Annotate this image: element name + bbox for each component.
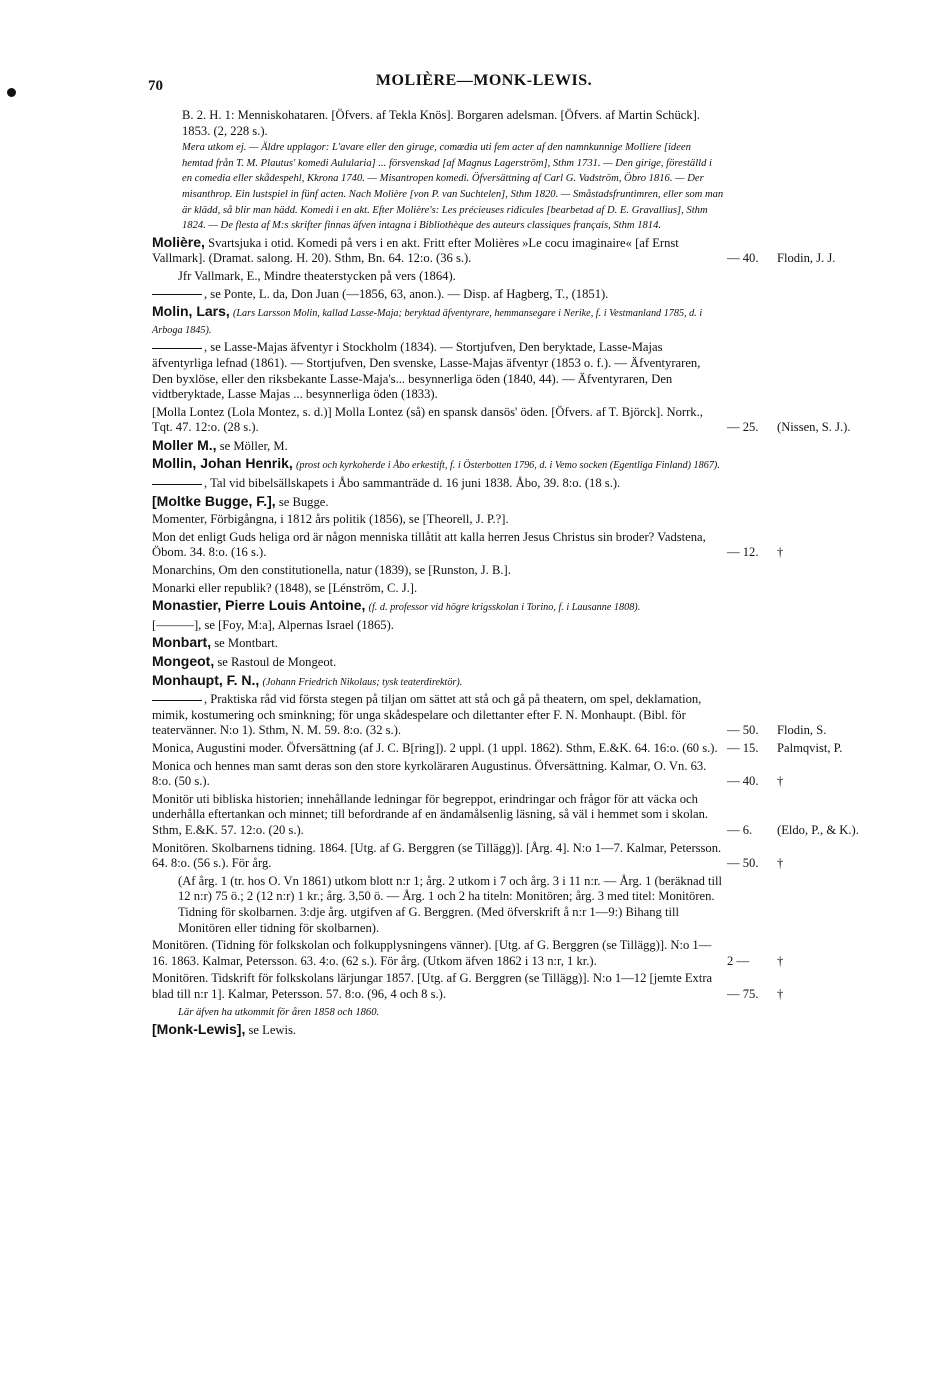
entry-monarchins [152, 563, 912, 579]
entry-publisher: Palmqvist, P. [777, 740, 843, 755]
entry-text: Monitör uti bibliska historien; innehållande ledningar för begreppot, erindringar och frågor för att väcka och underhålla eftertankan och minnet; till befordrande af en ändamålsenlig läsning, så väl i hemmet som i skolan. Sthm, E.&K. 57. 12:o. (20 s.). [152, 791, 709, 837]
entry-text: Monitören. Tidskrift för folkskolans lärjungar 1857. [Utg. af G. Berggren (se Tillägg)]. N:o 1—12 [jemte Extra blad till n:r 1]. Kalmar, Petersson. 57. 8:o. (96, 4 och 8 s.). [152, 971, 713, 1001]
entry-text: Praktiska råd vid första stegen på tiljan om sättet att stå och gå på theatern, om spel, deklamation, mimik, kostumering och sminkning; för unga skådespelare och dilettanter efter F. N. Monhaupt. (Bibl. för teatervänner. N:o 1). Sthm, N. M. 59. 8:o. (32 s.). [152, 692, 702, 738]
entry-head: [Monk-Lewis], [152, 1021, 246, 1038]
entry-price: — 50. [727, 856, 759, 871]
entry-text: Monarchins, Om den constitutionella, natur (1839), se [Runston, J. B.]. [152, 563, 511, 578]
entry-foy [152, 618, 912, 634]
entry-vallmark-ref [152, 269, 912, 285]
entry-bio: (f. d. professor vid högre krigsskolan i Torino, f. i Lausanne 1808). [368, 602, 641, 614]
entry-price: — 25. [727, 420, 759, 435]
entry-monica-hennes [152, 759, 912, 790]
entry-monitoren-folkskolan [152, 938, 912, 969]
entry-publisher: Flodin, J. J. [777, 251, 836, 266]
entry-moller [152, 438, 912, 455]
entry-price: — 40. [727, 774, 759, 789]
entry-monitor [152, 792, 912, 839]
entry-note: Lär äfven ha utkommit för åren 1858 och 1860. [178, 1007, 380, 1019]
entry-text: Monitören. Skolbarnens tidning. 1864. [Utg. af G. Berggren (se Tillägg)]. [Årg. 4]. N:o 1—7. Kalmar, Petersson. 64. 8:o. (56 s.). För årg. [152, 840, 722, 871]
ditto-dash [152, 348, 202, 349]
entry-text: Mon det enligt Guds heliga ord är någon menniska tillåtit att kalla herren Jesus Christus sin broder? Vadstena, Öbom. 34. 8:o. (16 s.). [152, 529, 706, 560]
running-head: MOLIÈRE—MONK-LEWIS. [375, 72, 593, 89]
entry-text: Monica, Augustini moder. Öfversättning (af J. C. B[ring]). 2 uppl. (1 uppl. 1862). Sthm, E.&K. 64. 16:o. (60 s.). [152, 740, 718, 755]
entry-monitoren-note [152, 874, 912, 936]
entry-text: Svartsjuka i otid. Komedi på vers i en akt. Fritt efter Molières »Le cocu imaginaire« [af Ernst Vallmark]. (Dramat. salong. H. 20). Sthm, Bn. 64. 12:o. (36 s.). [152, 235, 679, 266]
entry-price: 2 — [727, 953, 750, 968]
entry-praktiska-rad: , Praktiska råd vid första stegen på tiljan om sättet att stå och gå på theatern, om spel, deklamation, mimik, kostumering och sminkning; för unga skådespelare och dilettanter efter F. N. Monhaupt. (Bibl. för teatervänner. N:o 1). Sthm, N. M. 59. 8:o. (32 s.). — 50. Flodin, S. [152, 692, 912, 739]
entry-bio: (Johann Friedrich Nikolaus; tysk teaterdirektör). [262, 676, 463, 688]
entry-moltke-bugge [152, 494, 912, 511]
entry-publisher: † [777, 953, 784, 968]
entry-head: Monhaupt, F. N., [152, 671, 260, 688]
entry-text: se Bugge. [278, 494, 329, 509]
entry-text: se Ponte, L. da, Don Juan (—1856, 63, anon.). — Disp. af Hagberg, T., (1851). [210, 286, 609, 301]
entry-mon-det [152, 530, 912, 561]
entry-bio: (Lars Larsson Molin, kallad Lasse-Maja; beryktad äfventyrare, hemmansegare i Nerike, f. i Vestmanland 1785, d. i Arboga 1845). [152, 308, 703, 336]
entry-publisher: † [777, 856, 784, 871]
entry-head: Molière, [152, 233, 205, 250]
entry-price: — 6. [727, 822, 753, 837]
entry-monitoren-skolbarnens [152, 841, 912, 872]
entry-publisher: Flodin, S. [777, 723, 827, 738]
entry-moliere-svartsjuka [152, 235, 912, 267]
entry-text: Jfr Vallmark, E., Mindre theaterstycken på vers (1864). [178, 268, 456, 283]
entry-text: se Rastoul de Mongeot. [217, 655, 337, 669]
entry-price: — 40. [727, 251, 759, 266]
entry-text: (Af årg. 1 (tr. hos O. Vn 1861) utkom blott n:r 1; årg. 2 utkom i 7 och årg. 3 i 11 n:r. — Årg. 1 (beräknad till 12 n:r) 75 ö.; 2 (12 n:r) 1 kr.; årg. 3,50 ö. — Årg. 1 och 2 ha titeln: Monitören; årg. 3 med titel: Monitören. Tidning för skolbarnen. 3:dje årg. utgifven af G. Berggren. (Med öfverskrift å n:r 1—9:) Bihang till Monitören eller tidning för skolbarnen). [178, 873, 723, 935]
entry-head: [Moltke Bugge, F.], [152, 492, 276, 509]
entry-mollin-johan [152, 456, 912, 474]
entry-moliere-ponte: , se Ponte, L. da, Don Juan (—1856, 63, anon.). — Disp. af Hagberg, T., (1851). [152, 287, 912, 303]
entry-publisher: (Nissen, S. J.). [777, 420, 851, 435]
entry-molin-works: , se Lasse-Majas äfventyr i Stockholm (1834). — Stortjufven, Den beryktade, Lasse-Majas äfventyrliga lefnad (1861). — Stortjufven, Den svenske, Lasse-Majas äfventyr (1853 o. f.). — Äfventyraren, Den byxlöse, eller den riksbekante Lasse-Maja's... besynnerliga öden (1840, 44). — Äfventyraren, Den vidtberyktade, Lasse Majas ... besynnerliga öden (1833). [152, 340, 701, 402]
ditto-dash [152, 294, 202, 295]
entry-monk-lewis [152, 1022, 912, 1039]
entry-monarki [152, 581, 912, 597]
entry-moliere-works [152, 108, 912, 233]
entry-head: Mollin, Johan Henrik, [152, 455, 293, 472]
ditto-dash [152, 484, 202, 485]
entry-monitoren-footnote [152, 1004, 912, 1020]
page-number: 70 [148, 78, 163, 94]
entry-text: se Lasse-Majas äfventyr i Stockholm (1834). — Stortjufven, Den beryktade, Lasse-Majas äfventyrliga lefnad (1861). — Stortjufven, Den svenske, Lasse-Majas äfventyr (1853 o. f.). — Äfventyraren, Den byxlöse, eller den riksbekante Lasse-Maja's... besynnerliga öden (1840, 44). — Äfventyraren, Den vidtberyktade, Lasse Majas ... besynnerliga öden (1833). [152, 340, 701, 402]
entry-text: B. 2. H. 1: Menniskohataren. [Öfvers. af Tekla Knös]. Borgaren adelsman. [Öfvers. af Martin Schück]. 1853. (2, 228 s.). [182, 108, 701, 138]
entry-monhaupt [152, 673, 912, 691]
entry-monica-moder [152, 741, 912, 757]
entry-price: — 15. [727, 740, 759, 755]
entry-text: Tal vid bibelsällskapets i Åbo sammanträde d. 16 juni 1838. Åbo, 39. 8:o. (18 s.). [210, 476, 621, 491]
entry-mollin-tal: , Tal vid bibelsällskapets i Åbo sammanträde d. 16 juni 1838. Åbo, 39. 8:o. (18 s.). [152, 476, 912, 492]
entry-price: — 12. [727, 545, 759, 560]
entry-text: Monarki eller republik? (1848), se [Lénström, C. J.]. [152, 580, 418, 595]
entry-publisher: † [777, 774, 784, 789]
entry-monastier [152, 598, 912, 616]
entry-publisher: † [777, 986, 784, 1001]
entry-momenter [152, 512, 912, 528]
entry-head: Moller M., [152, 436, 217, 453]
entry-head: Mongeot, [152, 653, 215, 669]
entry-head: Monbart, [152, 634, 212, 651]
entry-text: se Montbart. [214, 636, 278, 651]
entry-publisher: † [777, 545, 784, 560]
ditto-dash [152, 700, 202, 701]
entry-molin-lars [152, 304, 912, 338]
entry-molla-lontez [152, 405, 912, 436]
entry-text: Momenter, Förbigångna, i 1812 års politik (1856), se [Theorell, J. P.?]. [152, 512, 509, 527]
entry-publisher: (Eldo, P., & K.). [777, 822, 859, 837]
catalog-entries [152, 108, 912, 1041]
entry-price: — 50. [727, 723, 759, 738]
entry-head: Monastier, Pierre Louis Antoine, [152, 597, 366, 614]
entry-monbart [152, 635, 912, 652]
entry-text: Monica och hennes man samt deras son den store kyrkoläraren Augustinus. Öfversättning. Kalmar, O. Vn. 63. 8:o. (50 s.). [152, 758, 707, 789]
entry-monitoren-tidskrift [152, 971, 912, 1002]
entry-text: [Molla Lontez (Lola Montez, s. d.)] Molla Lontez (så) en spansk dansös' öden. [Öfvers. af T. Björck]. Norrk., Tqt. 47. 12:o. (28 s.). [152, 404, 703, 435]
entry-text: [———], se [Foy, M:a], Alpernas Israel (1865). [152, 617, 394, 632]
entry-price: — 75. [727, 986, 759, 1001]
entry-note: Mera utkom ej. — Äldre upplagor: L'avare eller den giruge, comœdia uti fem acter af den namnkunnige Molliere [ideen hemtad från T. M. Plautus' komedi Aulularia] ... försvenskad [af Magnus Lagerström], Sthm 1731. — Den girige, föreställd i en comedia eller skådespehl, Kkrona 1740. — Misantropen komedi. Öfversättning af Carl G. Vadström, Öbro 1816. — Der misanthrop. Ein lustspiel in fünf acten. Nach Molière [von P. van Suchtelen], Sthm 1820. — Småstadsfruntimren, eller som man är klädd, så blir man hädd. Komedi i en akt. Efter Molière's: Les précieuses ridicules [bearbetad af D. E. Gravallius], Sthm 1824. — De flesta af M:s skrifter finnas äfven intagna i Bibliothèque des auteurs classiques français, Sthm 1814. [182, 142, 724, 232]
entry-text: Monitören. (Tidning för folkskolan och folkupplysningens vänner). [Utg. af G. Berggren (se Tillägg)]. N:o 1—16. 1863. Kalmar, Petersson. 63. 4:o. (62 s.). För årg. (Utkom äfven 1862 i 13 n:r, 1 kr.). [152, 938, 712, 968]
entry-head: Molin, Lars, [152, 303, 230, 320]
entry-mongeot [152, 654, 912, 671]
entry-text: se Möller, M. [219, 438, 288, 453]
entry-bio: (prost och kyrkoherde i Åbo erkestift, f. i Österbotten 1796, d. i Vemo socken (Egentliga Finland) 1867). [295, 460, 720, 472]
entry-text: se Lewis. [248, 1023, 297, 1038]
